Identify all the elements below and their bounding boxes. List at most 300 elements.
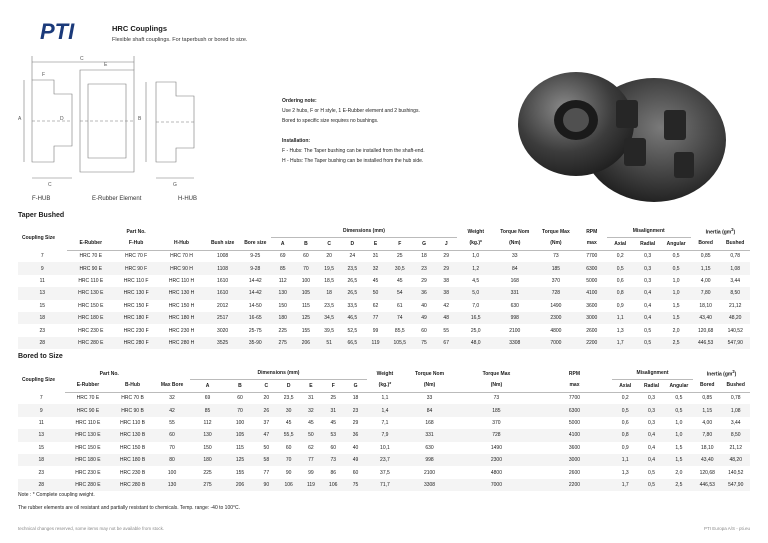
table-cell: 45 [397,277,403,284]
table-cell: 0,3 [648,419,655,426]
table-cell: 10,1 [380,444,390,451]
column-header: F [387,237,412,250]
table-cell: 14-50 [248,302,262,309]
table-cell: HRC 70 E [79,253,103,260]
column-header: E-Rubber [65,379,112,392]
table-cell: 60 [330,444,336,451]
part-no-header: Part No. [126,228,146,235]
table-cell: 32 [169,395,175,402]
table-cell: 3600 [568,444,581,451]
table-cell: 2100 [509,327,521,334]
page-title: HRC Couplings [112,24,167,33]
table-cell: 0,4 [634,312,661,324]
dimensions-header: Dimensions (mm) [190,368,366,379]
table-cell: 0,5 [607,262,634,274]
table-cell: 370 [492,419,501,426]
table-cell: 0,5 [661,262,691,274]
column-header: (Nm) [495,237,535,250]
column-header: G [412,237,435,250]
table-row [18,337,750,349]
table-cell: 40 [352,444,359,451]
table-cell: 99 [308,469,314,476]
table-cell: 1,08 [720,262,750,274]
table-cell: 0,78 [730,395,741,402]
installation-line: F - Hubs: The Taper bushing can be installed from the shaft-end. [282,148,425,154]
table-cell: HRC 280 H [157,337,206,349]
table-cell: 7700 [568,395,581,402]
table-cell: 105 [294,287,317,299]
table-cell: 4,00 [700,277,711,284]
table-cell: 112 [278,277,287,284]
logo-text: PTI [40,20,75,42]
column-header: Bored [691,237,721,250]
table-cell: 60 [154,429,190,441]
table-cell: 62 [372,302,379,309]
table-cell: 30,5 [387,262,412,274]
table-cell: 39,5 [324,327,334,334]
table-cell: 29 [436,262,457,274]
table-cell: 18 [421,253,427,260]
coupling-size-cell: 7 [40,253,44,260]
table-cell: 0,78 [730,253,741,260]
table-cell: 0,6 [621,419,629,426]
installation-line: H - Hubs: The Taper bushing can be installed from the hub side. [282,158,424,164]
table-cell: 48 [436,312,457,324]
table-cell: 0,6 [616,277,624,284]
table-cell: 140,52 [728,469,744,476]
table-cell: 60 [352,469,359,476]
table-cell: 75 [412,337,435,349]
column-header: (Nm) [456,379,537,392]
table-cell: HRC 280 F [115,337,157,349]
table-cell: 0,8 [607,287,634,299]
table-cell: 31 [372,253,379,260]
table-cell: HRC 150 E [75,444,101,451]
table-cell: HRC 230 F [123,327,149,334]
coupling-size-cell: 23 [38,469,45,476]
ordering-notes [282,96,502,166]
table-cell: 225 [278,327,287,334]
taper-column-header [18,237,750,250]
table-cell: 0,8 [612,429,638,441]
inertia-header: Inertia $(gm^2)$ [706,369,737,378]
coupling-size-cell: 28 [18,337,67,349]
table-cell: 2,5 [661,337,691,349]
table-cell: 73 [493,395,500,402]
dim-label: F [42,72,46,78]
table-cell: 23,5 [283,395,294,402]
column-header: F [322,379,344,392]
table-cell: 3600 [586,302,598,309]
table-cell: 0,3 [644,277,652,284]
table-cell: 70 [277,454,299,466]
table-cell: 0,85 [702,395,713,402]
table-cell: 180 [190,454,224,466]
table-cell: 77 [300,454,322,466]
table-cell: 55,5 [277,429,299,441]
table-cell: 0,5 [644,327,652,334]
table-cell: 33 [426,395,433,402]
table-cell: 25 [330,395,336,402]
column-header: Angular [661,237,691,250]
table-cell: 9-28 [239,262,271,274]
inertia-header: Inertia $(gm^2)$ [705,227,736,236]
table-row [18,479,750,491]
table-cell: 77 [364,312,387,324]
table-cell: 150 [203,444,212,451]
column-header: A [271,237,294,250]
coupling-size-cell: 18 [18,454,65,466]
table-cell: 60 [303,253,309,260]
table-cell: 446,53 [693,479,721,491]
table-cell: HRC 230 E [78,327,104,334]
dim-label: A [18,116,22,122]
table-cell: HRC 110 B [120,419,145,426]
column-header: (kg.)* [367,379,403,392]
table-cell: HRC 70 H [170,253,193,260]
table-cell: 16-65 [239,312,271,324]
table-cell: 8,50 [720,287,750,299]
table-cell: 728 [456,429,537,441]
taper-body [18,250,750,349]
table-cell: 55 [443,327,449,334]
table-cell: 1,7 [607,337,634,349]
table-cell: 0,5 [672,253,680,260]
table-cell: 53 [322,429,344,441]
table-row [18,300,750,312]
table-cell: 119 [364,337,387,349]
ordering-heading: Ordering note: [282,98,317,104]
dim-label: C [80,56,84,62]
table-cell: 185 [456,404,537,416]
rpm-header: RPM [586,228,598,235]
table-cell: HRC 180 H [157,312,206,324]
table-cell: 7,0 [472,302,480,309]
table-cell: HRC 70 F [125,253,148,260]
table-cell: HRC 150 E [78,302,104,309]
table-cell: 60 [285,444,292,451]
table-cell: HRC 150 B [119,444,146,451]
table-cell: 125 [225,454,255,466]
footer-company: PTI Europa A/S - pti.eu [703,526,750,531]
table-cell: 275 [271,337,294,349]
table-cell: 120,68 [698,327,714,334]
column-header: Radial [634,237,661,250]
table-cell: 48,20 [721,454,750,466]
table-cell: 5000 [586,277,598,284]
table-cell: 547,90 [721,479,750,491]
f-hub-caption: F-HUB [32,196,51,202]
coupling-size-cell: 28 [18,479,65,491]
table-cell: HRC 90 E [65,404,112,416]
column-header: Angular [665,379,693,392]
table-cell: 35-90 [239,337,271,349]
table-cell: 14-42 [248,277,262,284]
table-cell: 1,1 [612,454,638,466]
table-cell: 67 [436,337,457,349]
column-header: H-Hub [157,237,206,250]
table-cell: 150 [278,302,287,309]
table-cell: 2012 [217,302,229,309]
taper-bushed-table [18,226,750,349]
column-header: E [364,237,387,250]
coupling-size-cell: 11 [39,277,45,284]
table-cell: 66,5 [341,337,364,349]
column-header: C [318,237,341,250]
table-cell: HRC 180 F [115,312,157,324]
table-cell: 3000 [537,454,612,466]
dim-label: D [60,116,64,122]
table-cell: 331 [403,429,456,441]
table-cell: 2517 [206,312,240,324]
table-cell: 34,5 [318,312,341,324]
column-header: Bushed [720,237,750,250]
table-cell: 2,0 [675,469,683,476]
table-cell: HRC 90 H [157,262,206,274]
table-cell: 1,15 [691,262,721,274]
table-cell: 2,5 [665,479,693,491]
table-cell: 45 [285,419,292,426]
table-cell: 1,0 [675,419,683,426]
table-cell: 0,5 [634,337,661,349]
table-cell: 0,5 [648,469,655,476]
column-header: E-Rubber [67,237,116,250]
table-cell: 46,5 [341,312,364,324]
table-cell: 0,4 [648,444,655,451]
table-cell: 1610 [206,287,240,299]
table-cell: HRC 110 E [78,277,104,284]
table-cell: HRC 230 B [119,469,146,476]
torque-nom-header: Torque Nom [500,228,530,235]
table-row [18,392,750,404]
ordering-line: Bored to specific size requires no bushings. [282,118,379,124]
table-cell: 1,5 [675,444,683,451]
table-cell: 18,5 [324,277,334,284]
column-header: G [344,379,366,392]
table-cell: 60 [237,395,243,402]
column-header: F-Hub [115,237,157,250]
table-cell: 50 [300,429,322,441]
table-cell: 1490 [550,302,562,309]
table-cell: 18 [352,395,359,402]
table-cell: 998 [403,454,456,466]
table-cell: 0,5 [612,404,638,416]
table-cell: HRC 280 E [67,337,116,349]
table-cell: 73 [322,454,344,466]
table-cell: 38 [436,287,457,299]
coupling-size-header: Coupling Size [22,235,56,241]
coupling-size-cell: 13 [18,287,67,299]
torque-max-header: Torque Max [542,228,570,235]
table-cell: 47 [255,429,277,441]
table-cell: 24 [349,253,356,260]
table-cell: 90 [255,479,277,491]
table-cell: 33 [511,253,518,260]
table-cell: 45 [330,419,336,426]
table-cell: 2200 [537,479,612,491]
table-cell: 3308 [495,337,535,349]
table-cell: 9-25 [250,253,261,260]
column-header: max [537,379,612,392]
dim-label: E [104,62,108,68]
table-cell: 0,3 [648,395,655,402]
footer-disclaimer: technical changes reserved, some items may not be available from stock. [18,526,165,531]
table-cell: 1,0 [661,287,691,299]
table-cell: 36 [412,287,435,299]
table-cell: HRC 150 H [168,302,195,309]
table-cell: 112 [203,419,212,426]
table-cell: 21,12 [728,302,742,309]
coupling-size-cell: 15 [38,444,45,451]
table-cell: 49 [412,312,435,324]
table-cell: 1008 [217,253,229,260]
h-hub-caption: H-HUB [178,196,197,202]
table-cell: 90 [285,469,292,476]
table-cell: 0,3 [638,404,664,416]
table-row [18,287,750,299]
table-cell: HRC 70 E [76,395,100,402]
table-cell: 8,50 [721,429,750,441]
table-cell: 1,1 [381,395,389,402]
weight-header: Weight [376,370,394,377]
table-cell: HRC 230 H [168,327,195,334]
table-cell: 50 [364,287,387,299]
table-cell: 4100 [577,287,607,299]
column-header: Bore size [239,237,271,250]
pti-logo [40,20,92,42]
table-cell: 3,44 [730,277,741,284]
table-cell: 18 [318,287,341,299]
table-cell: 998 [495,312,535,324]
column-header: B [294,237,317,250]
column-header: A [190,379,224,392]
table-cell: 4100 [537,429,612,441]
bored-section-title: Bored to Size [18,353,63,360]
table-cell: 3020 [217,327,229,334]
table-cell: 75 [344,479,366,491]
table-cell: 70 [225,404,255,416]
table-cell: 370 [551,277,561,284]
table-cell: 7000 [535,337,577,349]
table-cell: 4,00 [702,419,713,426]
table-cell: 14-42 [239,287,271,299]
table-cell: 85 [271,262,294,274]
table-cell: 3,44 [730,419,741,426]
table-cell: 3308 [403,479,456,491]
table-cell: 29 [421,277,427,284]
table-cell: 84 [495,262,535,274]
table-cell: 2600 [586,327,598,334]
coupling-size-cell: 15 [39,302,46,309]
table-cell: 105 [225,429,255,441]
page-subtitle: Flexible shaft couplings. For taperbush or bored to size. [112,37,248,43]
table-cell: 48,20 [720,312,750,324]
table-cell: 119 [300,479,322,491]
table-cell: HRC 150 F [123,302,149,309]
table-cell: 23 [412,262,435,274]
table-cell: 84 [403,404,456,416]
table-cell: 1,3 [616,327,624,334]
coupling-size-cell: 18 [18,312,67,324]
table-cell: 630 [510,302,519,309]
table-cell: 51 [318,337,341,349]
table-cell: 74 [387,312,412,324]
table-cell: 42 [154,404,190,416]
table-cell: HRC 180 E [65,454,112,466]
table-cell: HRC 130 E [65,429,112,441]
coupling-technical-drawing [18,50,280,208]
column-header: E [300,379,322,392]
table-cell: 100 [301,277,311,284]
table-cell: 38 [443,277,449,284]
rubber-footnote: The rubber elements are oil resistant and partially resistant to chemicals. Temp. range: -40 to 100°C. [18,505,241,511]
table-cell: 0,3 [634,262,661,274]
table-cell: 4800 [550,327,562,334]
table-cell: 16,5 [457,312,495,324]
table-cell: 331 [495,287,535,299]
table-cell: 43,40 [691,312,721,324]
table-cell: 0,85 [700,253,711,260]
coupling-size-cell: 11 [38,419,44,426]
table-cell: 547,90 [720,337,750,349]
table-cell: 69 [279,253,286,260]
table-row [18,454,750,466]
table-cell: HRC 110 E [75,419,101,426]
table-cell: 115 [235,444,244,451]
table-cell: HRC 110 F [123,277,149,284]
table-cell: 206 [225,479,255,491]
table-cell: 20 [326,253,332,260]
table-cell: 0,3 [644,253,652,260]
table-cell: 26 [255,404,277,416]
table-cell: 40 [421,302,427,309]
table-cell: 1,0 [672,277,680,284]
table-cell: 206 [294,337,317,349]
column-header: (Nm) [403,379,456,392]
column-header: D [277,379,299,392]
table-cell: HRC 180 B [111,454,154,466]
table-row [18,312,750,324]
table-cell: 0,5 [638,479,664,491]
table-cell: 0,4 [638,429,664,441]
table-cell: 33,5 [347,302,358,309]
table-cell: 61 [397,302,403,309]
table-cell: 25 [397,253,403,260]
table-cell: 23 [344,404,366,416]
table-cell: 185 [535,262,577,274]
table-cell: 25,0 [470,327,481,334]
table-cell: 130 [154,479,190,491]
table-cell: 0,9 [616,302,624,309]
table-cell: 2,0 [672,327,680,334]
table-cell: 32 [364,262,387,274]
table-cell: 1610 [217,277,229,284]
table-cell: 168 [510,277,519,284]
table-cell: 7000 [456,479,537,491]
column-header: Axial [607,237,634,250]
table-cell: 0,2 [616,253,624,260]
table-cell: 36 [344,429,366,441]
table-cell: 45 [308,419,314,426]
table-cell: 71,7 [367,479,403,491]
table-cell: 54 [387,287,412,299]
table-cell: 3000 [577,312,607,324]
table-cell: 6300 [537,404,612,416]
table-cell: HRC 90 B [111,404,154,416]
misalignment-header: Misalignment [607,226,691,237]
dim-label: B [138,116,142,122]
table-cell: 4,5 [472,277,480,284]
